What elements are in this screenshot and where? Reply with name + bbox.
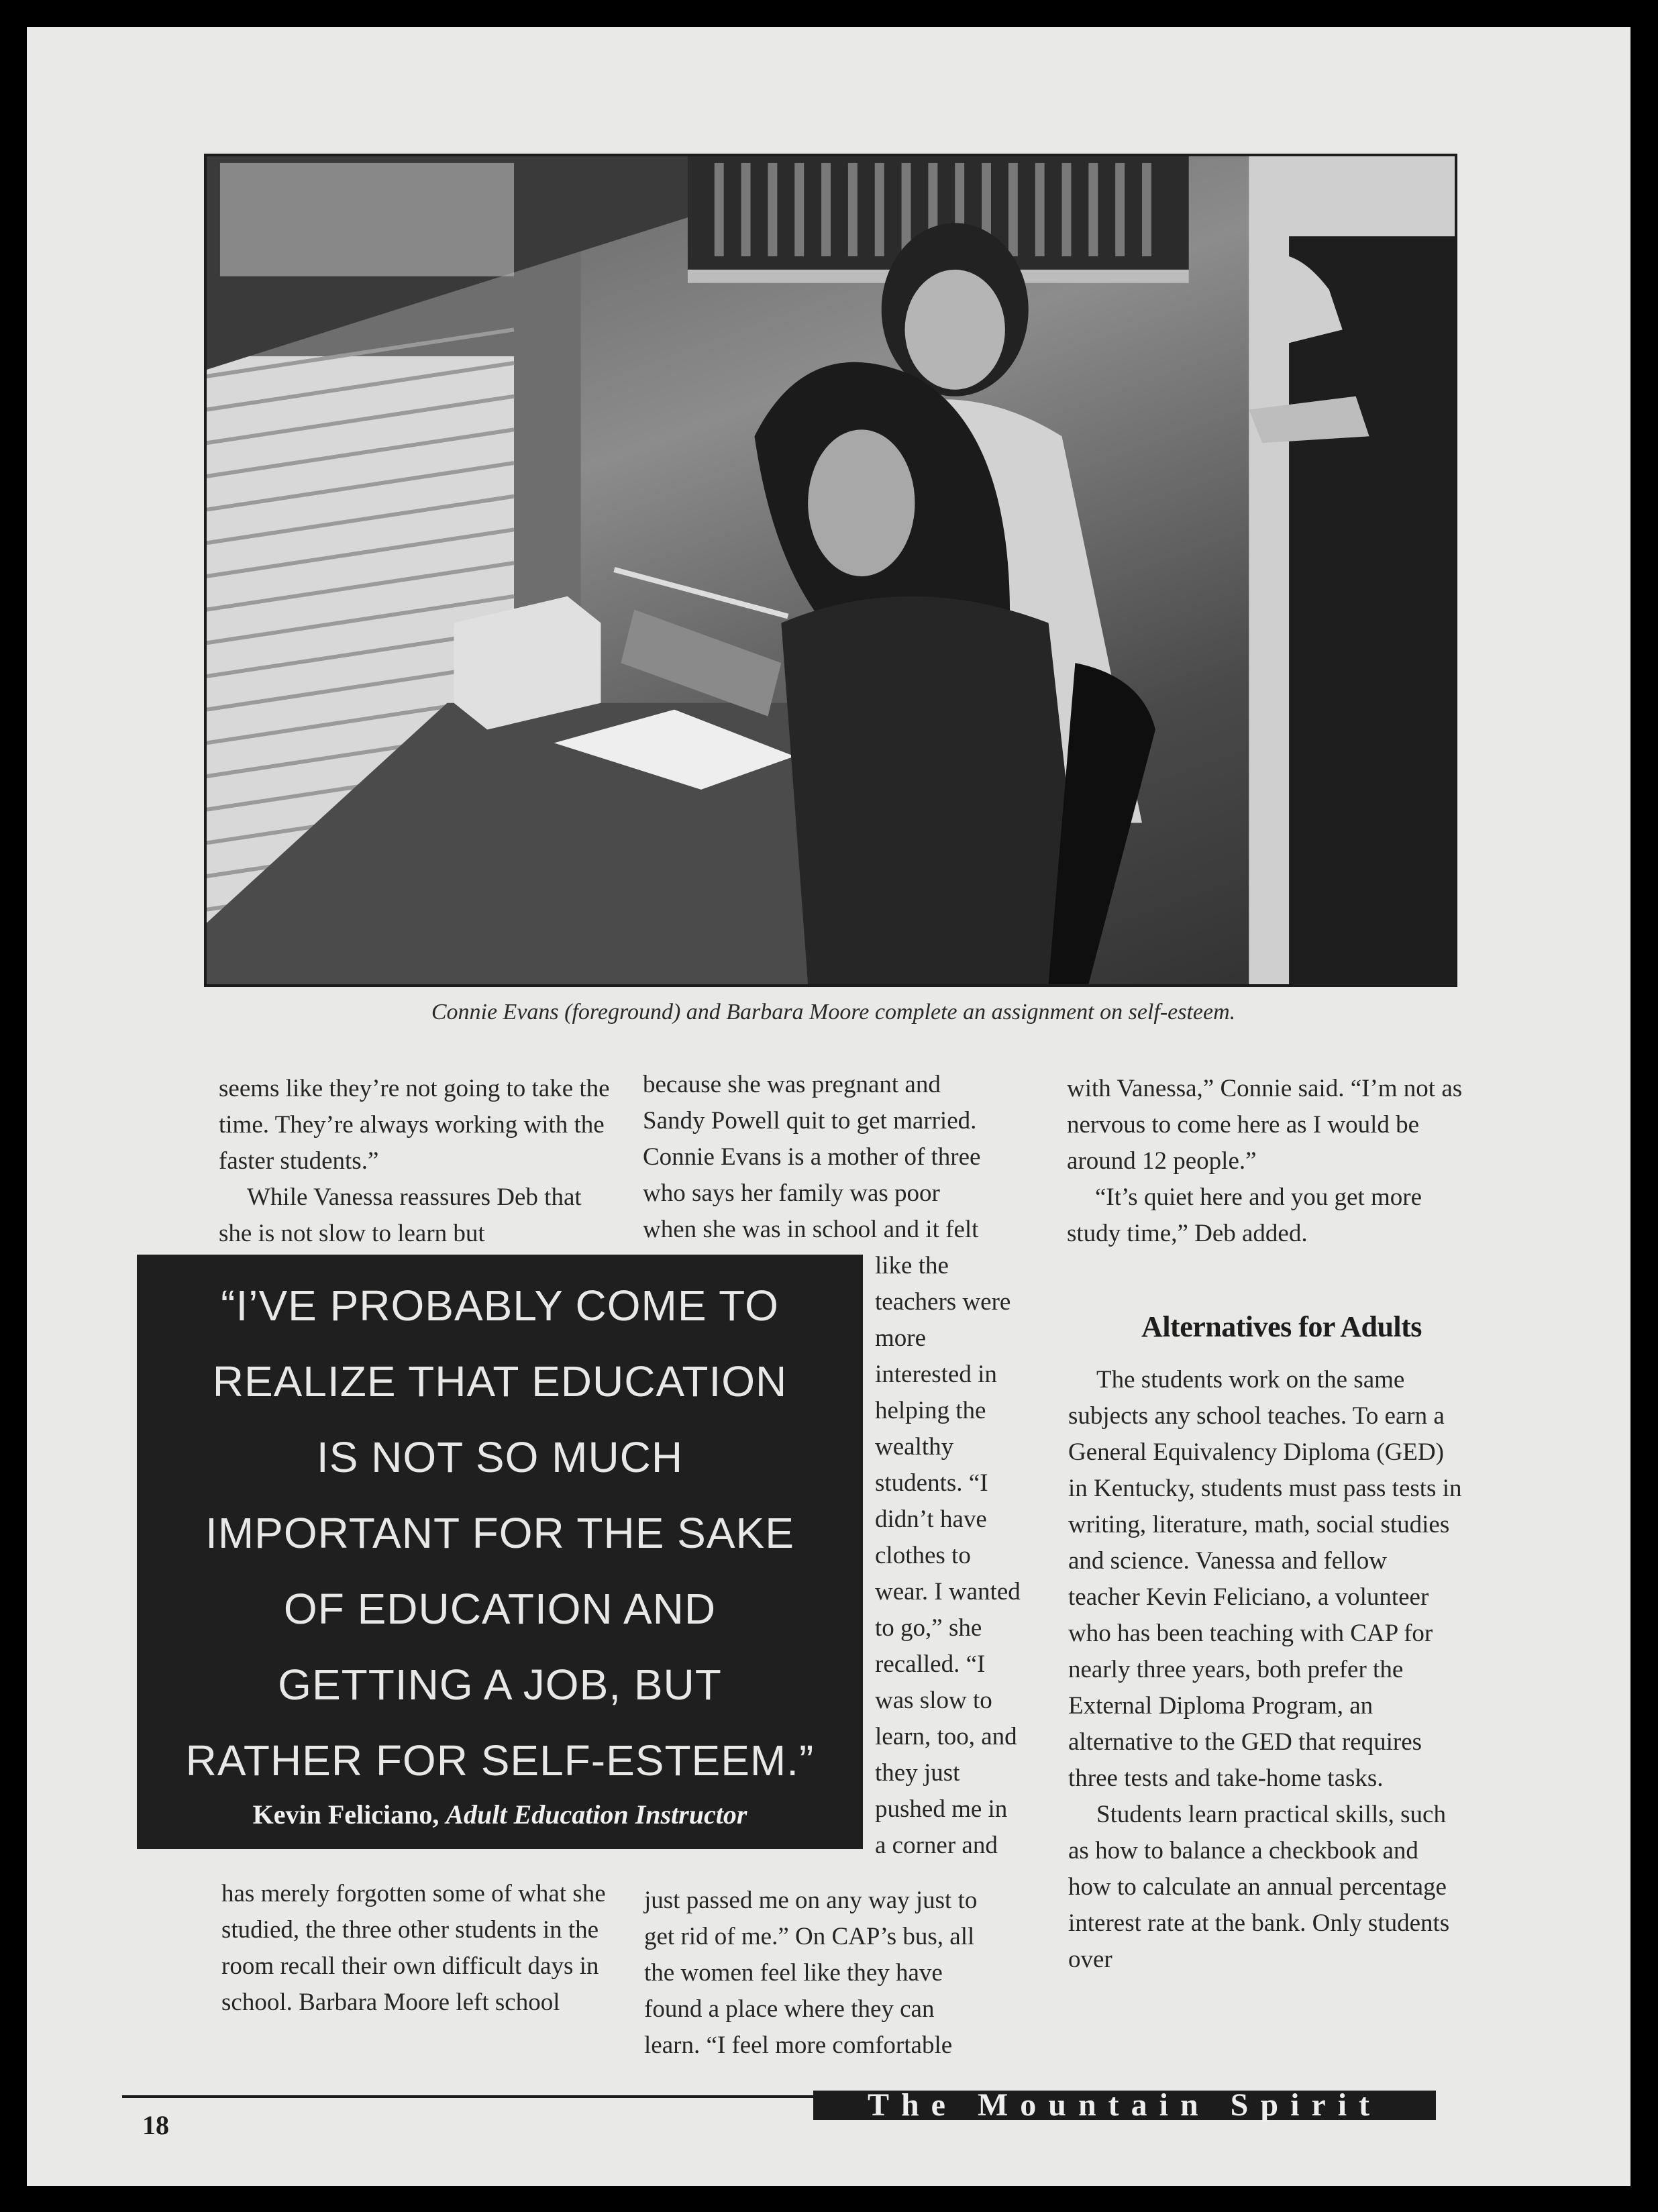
- text-line: wear. I wanted: [875, 1578, 1021, 1605]
- column-1-bottom: [221, 1876, 617, 2021]
- quote-line: OF EDUCATION AND: [283, 1585, 717, 1633]
- text-line: more: [875, 1324, 927, 1352]
- text-line: because she was pregnant and: [643, 1071, 941, 1098]
- text-line: helping the: [875, 1397, 986, 1424]
- text-line: the women feel like they have: [644, 1959, 943, 1987]
- paragraph: has merely forgotten some of what she studied, the three other students in the room recall their own difficult days in school. Barbara Moore left school: [221, 1880, 606, 2016]
- paragraph: While Vanessa reassures Deb that she is not slow to learn but: [219, 1183, 582, 1247]
- paragraph: seems like they’re not going to take the time. They’re always working with the faster students.”: [219, 1075, 610, 1175]
- pencil-icon: [614, 570, 788, 617]
- text-line: was slow to: [875, 1687, 992, 1714]
- pull-quote-attribution: [137, 1799, 863, 1830]
- column-3-top: [1067, 1071, 1463, 1252]
- article-photo: [204, 154, 1457, 987]
- text-line: wealthy: [875, 1433, 954, 1461]
- text-line: a corner and: [875, 1832, 998, 1859]
- footer-rule: [122, 2095, 816, 2098]
- paragraph: Students learn practical skills, such as how to balance a checkbook and how to calculate an annual percentage interest rate at the bank. Only students over: [1068, 1801, 1450, 1973]
- quote-line: IS NOT SO MUCH: [316, 1433, 684, 1481]
- text-line: students. “I: [875, 1469, 988, 1497]
- attribution-name: Kevin Feliciano,: [252, 1799, 439, 1830]
- text-line: clothes to: [875, 1542, 971, 1569]
- text-line: when she was in school and it felt: [643, 1216, 979, 1243]
- quote-line: “I’VE PROBABLY COME TO: [221, 1281, 779, 1330]
- photo-illustration: [207, 156, 1455, 984]
- text-line: learn. “I feel more comfortable: [644, 2032, 953, 2059]
- text-line: learn, too, and: [875, 1723, 1017, 1750]
- text-line: to go,” she: [875, 1614, 982, 1642]
- column-1-top: [219, 1071, 615, 1252]
- paragraph: “It’s quiet here and you get more study time,” Deb added.: [1067, 1183, 1422, 1247]
- page-number: 18: [142, 2110, 169, 2140]
- pull-quote: [137, 1255, 863, 1849]
- text-line: like the: [875, 1252, 949, 1279]
- text-line: teachers were: [875, 1288, 1011, 1316]
- text-line: they just: [875, 1759, 960, 1787]
- photo-caption: Connie Evans (foreground) and Barbara Moore complete an assignment on self-esteem.: [431, 1000, 1236, 1024]
- text-line: didn’t have: [875, 1506, 987, 1533]
- text-line: recalled. “I: [875, 1650, 986, 1678]
- column-2-bottom: [644, 1883, 1074, 2064]
- quote-line: IMPORTANT FOR THE SAKE: [205, 1509, 794, 1557]
- section-heading: Alternatives for Adults: [1141, 1310, 1422, 1343]
- text-line: who says her family was poor: [643, 1179, 940, 1207]
- column-3-bottom: [1068, 1362, 1464, 1978]
- text-line: just passed me on any way just to: [644, 1887, 978, 1914]
- paragraph: The students work on the same subjects any school teaches. To earn a General Equivalency Diploma (GED) in Kentucky, students must pass tests in writing, literature, math, social studies and science. Vanessa and fellow teacher Kevin Feliciano, a volunteer who has been teaching with CAP for nearly three years, both prefer the External Diploma Program, an alternative to the GED that requires three tests and take-home tasks.: [1068, 1366, 1462, 1792]
- text-line: interested in: [875, 1361, 997, 1388]
- text-line: pushed me in: [875, 1795, 1008, 1823]
- quote-line: RATHER FOR SELF-ESTEEM.”: [185, 1736, 815, 1785]
- quote-line: REALIZE THAT EDUCATION: [212, 1357, 788, 1406]
- column-2-wrap: [875, 1248, 1076, 1864]
- pull-quote-text: [164, 1268, 836, 1799]
- attribution-role: Adult Education Instructor: [446, 1799, 747, 1830]
- paragraph: with Vanessa,” Connie said. “I’m not as nervous to come here as I would be around 12 people.”: [1067, 1075, 1463, 1175]
- text-line: Connie Evans is a mother of three: [643, 1143, 981, 1171]
- publication-banner: The Mountain Spirit: [813, 2091, 1436, 2120]
- column-2-top: [643, 1067, 1072, 1248]
- text-line: Sandy Powell quit to get married.: [643, 1107, 977, 1135]
- quote-line: GETTING A JOB, BUT: [278, 1661, 722, 1709]
- magazine-page: [27, 27, 1630, 2186]
- text-line: get rid of me.” On CAP’s bus, all: [644, 1923, 975, 1950]
- text-line: found a place where they can: [644, 1995, 935, 2023]
